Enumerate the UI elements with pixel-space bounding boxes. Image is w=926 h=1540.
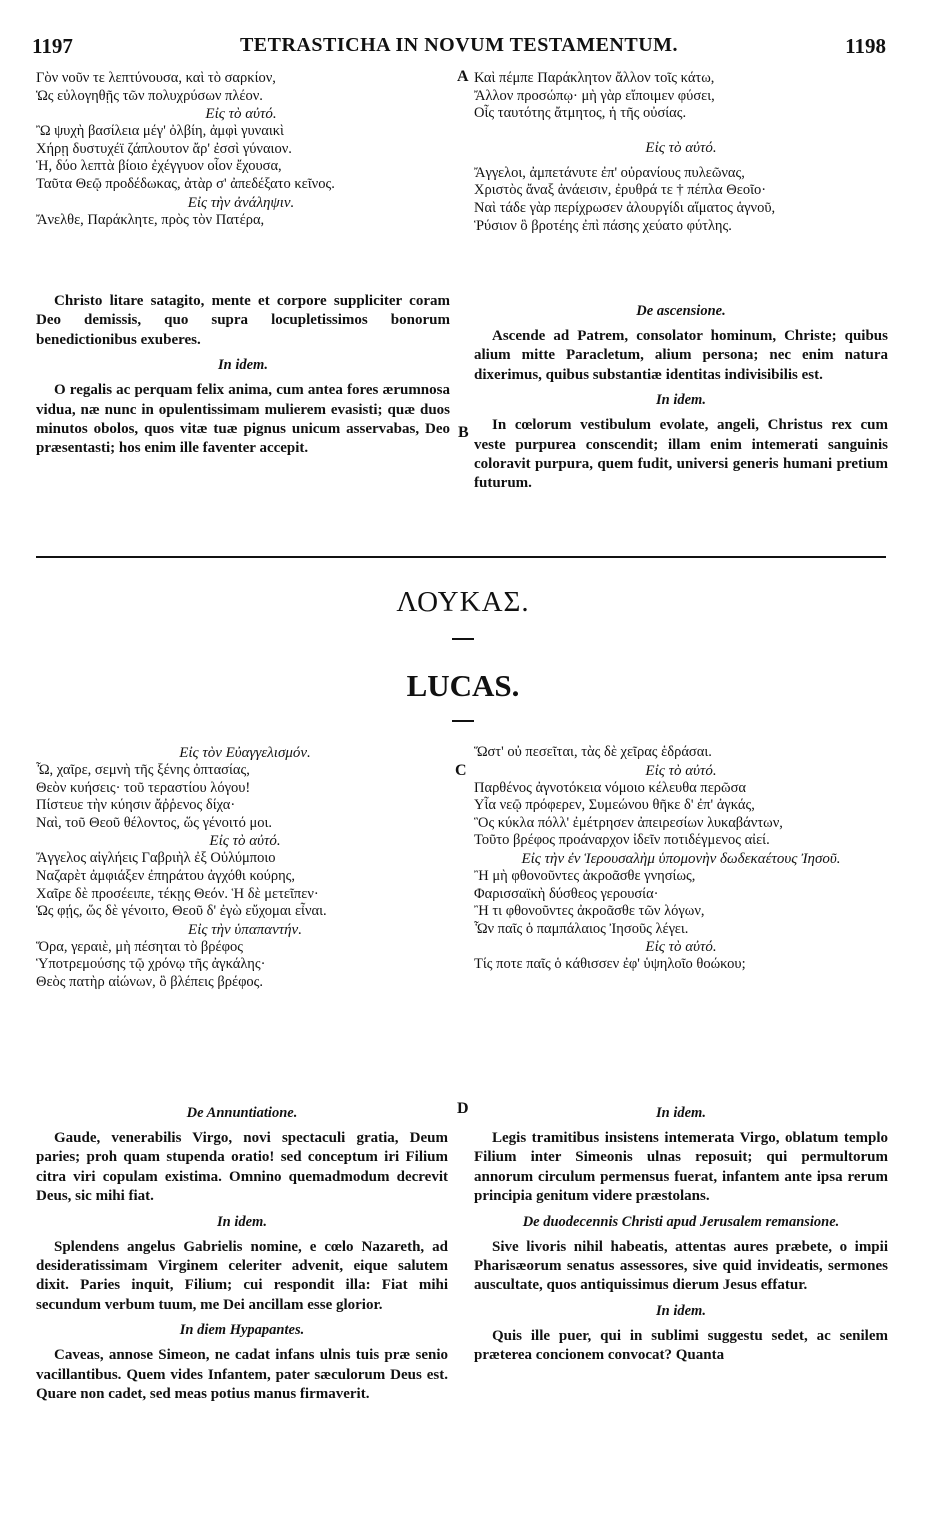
margin-marker-b: B bbox=[458, 424, 469, 441]
greek-heading: Εἰς τὸν Εὐαγγελισμόν. bbox=[179, 745, 311, 761]
latin-paragraph: Caveas, annose Simeon, ne cadat infans ulnis tuis præ senio vacillantibus. Quem vides Infantem, pater sæculorum Deus est. Quare non cadet, sed meas potius manus firmaverit. bbox=[36, 1347, 448, 1403]
greek-verse-line: Ὥστ' οὐ πεσεῖται, τὰς δὲ χεῖρας ἑδράσαι. bbox=[474, 744, 712, 760]
latin-heading: In idem. bbox=[656, 1105, 706, 1121]
greek-verse-line: Ταῦτα Θεῷ προδέδωκας, ἀτὰρ σ' ἀπεδέξατο κεῖνος. bbox=[36, 175, 335, 192]
greek-verse-line: Γὸν νοῦν τε λεπτύνουσα, καὶ τὸ σαρκίον, bbox=[36, 70, 276, 86]
title-dash-2 bbox=[452, 720, 474, 722]
greek-verse-line: Χαῖρε δὲ προσέειπε, τέκῃς Θεόν. Ἡ δὲ μετεῖπεν· bbox=[36, 885, 319, 902]
latin-paragraph: Sive livoris nihil habeatis, attentas aures præbete, o impii Pharisæorum senatus assessores, sive quid invideatis, sermones auscultate, quos antiquissimus dierum Jesus effatur. bbox=[474, 1238, 888, 1294]
greek-verse-line: Ἄγγελος αἰγλήεις Γαβριὴλ ἐξ Οὐλύμποιο bbox=[36, 850, 276, 867]
greek-verse-line: Ἄνελθε, Παράκλητε, πρὸς τὸν Πατέρα, bbox=[36, 211, 265, 228]
latin-paragraph: Ascende ad Patrem, consolator hominum, Christe; quibus alium mitte Paracletum, alium persona; nec enim natura dixerimus, quibus substantiæ identitas indivisibilis est. bbox=[474, 328, 888, 383]
latin-heading: In diem Hypapantes. bbox=[179, 1322, 305, 1339]
latin-paragraph: Splendens angelus Gabrielis nomine, e cœlo Nazareth, ad desideratissimam Virginem celeriter advenit, eique salutem dixit. Paries inquit, Filium; cui respondit illa: Fiat mihi secundum verbum tuum, me Dei ancillam esse glorior. bbox=[36, 1238, 448, 1313]
greek-verse-line: Ἡ, δύο λεπτὰ βίοιο ἐχέγγυον οἷον ἔχουσα, bbox=[36, 158, 282, 175]
greek-verse-line: Ὅρα, γεραιὲ, μὴ πέσηται τὸ βρέφος bbox=[36, 938, 243, 955]
greek-verse-line: Ὡς εὐλογηθῇς τῶν πολυχρύσων πλέον. bbox=[36, 87, 263, 104]
latin-paragraph: Quis ille puer, qui in sublimi suggestu sedet, ac senilem præterea concionem convocat? Quanta bbox=[474, 1327, 888, 1364]
greek-heading: Εἰς τὸ αὐτό. bbox=[209, 833, 281, 850]
greek-verse-line: Πίστευε τὴν κύησιν ἄῤῥενος δίχα· bbox=[36, 797, 236, 814]
section-divider-rule bbox=[36, 556, 886, 558]
greek-heading: Εἰς τὴν ἀνάληψιν. bbox=[187, 194, 295, 211]
greek-verse-line: Ῥύσιον ὃ βροτέης ἐπὶ πάσης χεύατο φύτλης. bbox=[474, 217, 732, 234]
greek-verse-line: Ναὶ, τοῦ Θεοῦ θέλοντος, ὥς γένοιτό μοι. bbox=[36, 814, 273, 831]
greek-section-title: ΛΟΥΚΑΣ. bbox=[396, 586, 530, 618]
latin-heading: In idem. bbox=[217, 1213, 267, 1230]
latin-heading: De Annuntiatione. bbox=[186, 1105, 298, 1121]
greek-verse-line: Θεὸς πατὴρ αἰώνων, ὃ βλέπεις βρέφος. bbox=[36, 973, 264, 990]
greek-verse-line: Τοῦτο βρέφος προάναρχον ἰδεῖν ποτιδέγμενος αἰεί. bbox=[474, 832, 770, 849]
latin-paragraph: O regalis ac perquam felix anima, cum antea fores ærumnosa vidua, næ nunc in opulentissimam mulierem evasisti; quæ duos minutos obolos, quos vitæ tuæ pignus unicum asservabas, Deo præsentasti; hos enim ille faventer accepit. bbox=[36, 382, 450, 457]
top-right-latin-translation bbox=[474, 296, 888, 498]
greek-heading: Εἰς τὸ αὐτό. bbox=[645, 762, 717, 779]
left-page-number: 1197 bbox=[32, 34, 73, 58]
greek-verse-line: Ὡς φῄς, ὥς δὲ γένοιτο, Θεοῦ δ' ἐγὼ εὔχομαι εἶναι. bbox=[36, 903, 327, 920]
greek-verse-line: Ναζαρὲτ ἀμφιάξεν ἐπηράτου ἀγχόθι κούρης, bbox=[36, 867, 296, 884]
latin-paragraph: In cœlorum vestibulum evolate, angeli, Christus rex cum veste purpurea conscendit; illam enim intemerati sanguinis coloravit purpura, quem fudit, universi generis humani pretium futurum. bbox=[474, 417, 888, 492]
greek-verse-line: Ὢ ψυχὴ βασίλεια μέγ' ὀλβίη, ἀμφὶ γυναικὶ bbox=[36, 123, 284, 140]
greek-verse-line: Θεὸν κυήσεις· τοῦ τεραστίου λόγου! bbox=[36, 779, 251, 796]
greek-verse-line: Ἢ μὴ φθονοῦντες ἀκροᾶσθε γνησίως, bbox=[474, 867, 696, 884]
top-right-greek-verses bbox=[474, 70, 888, 235]
top-left-latin-translation bbox=[36, 292, 450, 463]
greek-verse-line: Χήρῃ δυστυχέϊ ζάπλουτον ἄρ' ἐσσὶ γύναιον. bbox=[36, 140, 292, 157]
greek-verse-line: Παρθένος ἀγνοτόκεια νόμοιο κέλευθα περῶσα bbox=[474, 779, 746, 796]
latin-paragraph: Gaude, venerabilis Virgo, novi spectaculi gratia, Deum paries; proh quam stupenda oratio! sed conceptum iri Filium citra viri copulam existima. Omnino quemadmodum decrevit Deus, sic mihi fiat. bbox=[36, 1130, 448, 1205]
greek-heading: Εἰς τὸ αὐτό. bbox=[645, 139, 717, 156]
greek-verse-line: Ὧν παῖς ὁ παμπάλαιος Ἰησοῦς λέγει. bbox=[474, 920, 689, 937]
running-header bbox=[32, 34, 886, 64]
top-left-greek-verses bbox=[36, 70, 446, 229]
bottom-left-latin-translation bbox=[36, 1098, 448, 1408]
latin-heading: De ascensione. bbox=[636, 303, 726, 319]
right-page-number: 1198 bbox=[845, 34, 886, 58]
greek-heading: Εἰς τὸ αὐτό. bbox=[645, 939, 717, 956]
greek-verse-line: Φαρισσαϊκὴ δύσθεος γερουσία· bbox=[474, 885, 659, 902]
latin-heading: In idem. bbox=[218, 357, 268, 374]
greek-verse-line: Καὶ πέμπε Παράκλητον ἄλλον τοῖς κάτω, bbox=[474, 70, 715, 86]
latin-paragraph: Legis tramitibus insistens intemerata Virgo, oblatum templo Filium inter Simeonis ulnas reposuit; qui permultorum annorum circulum permensus fuerat, infantem ante ipsa rerum principia genitum videre præstolans. bbox=[474, 1130, 888, 1205]
margin-marker-d: D bbox=[457, 1100, 469, 1117]
latin-section-title: LUCAS. bbox=[406, 668, 520, 703]
greek-verse-line: Ἄλλον προσώπῳ· μὴ γὰρ εἴποιμεν φύσει, bbox=[474, 87, 715, 104]
greek-heading: Εἰς τὴν ὑπαπαντήν. bbox=[188, 921, 302, 938]
greek-verse-line: Ὃς κύκλα πόλλ' ἐμέτρησεν ἀπειρεσίων λυκαβάντων, bbox=[474, 814, 783, 831]
greek-verse-line: Ὑποτρεμούσης τῷ χρόνῳ τῆς ἀγκάλης· bbox=[36, 956, 266, 973]
greek-verse-line: Υἷα νεῷ πρόφερεν, Συμεώνου θῆκε δ' ἐπ' ἀγκάς, bbox=[474, 797, 755, 814]
greek-verse-line: Ἄγγελοι, ἀμπετάνυτε ἐπ' οὐρανίους πυλεῶνας, bbox=[474, 164, 745, 181]
margin-marker-c: C bbox=[455, 762, 467, 779]
greek-heading: Εἰς τὸ αὐτό. bbox=[205, 106, 277, 123]
latin-heading: De duodecennis Christi apud Jerusalem remansione. bbox=[522, 1213, 840, 1230]
bottom-left-greek-verses bbox=[36, 744, 454, 992]
latin-heading: In idem. bbox=[656, 1302, 706, 1319]
greek-verse-line: Τίς ποτε παῖς ὁ κάθισσεν ἐφ' ὑψηλοῖο θοώκου; bbox=[474, 956, 746, 973]
greek-verse-line: Χριστὸς ἄναξ ἀνάεισιν, ἐρυθρά τε † πέπλα Θεοῖο· bbox=[474, 182, 767, 199]
bottom-right-greek-verses bbox=[474, 744, 888, 974]
greek-verse-line: Ὦ, χαῖρε, σεμνὴ τῆς ξένης ὀπτασίας, bbox=[36, 762, 250, 778]
greek-verse-line: Ναὶ τάδε γὰρ περίχρωσεν ἀλουργίδι αἵματος ἁγνοῦ, bbox=[474, 199, 776, 216]
margin-marker-a: A bbox=[457, 68, 469, 85]
latin-paragraph: Christo litare satagito, mente et corpore suppliciter coram Deo demissis, quo supra locupletissimos bonorum benedictionibus exuberes. bbox=[36, 293, 450, 348]
greek-heading: Εἰς τὴν ἐν Ἱερουσαλὴμ ὑπομονὴν δωδεκαέτους Ἰησοῦ. bbox=[521, 850, 841, 867]
running-title: TETRASTICHA IN NOVUM TESTAMENTUM. bbox=[239, 34, 679, 56]
bottom-right-latin-translation bbox=[474, 1098, 888, 1370]
greek-verse-line: Ἢ τι φθονοῦντες ἀκροᾶσθε τῶν λόγων, bbox=[474, 903, 705, 920]
title-dash-1 bbox=[452, 638, 474, 640]
latin-heading: In idem. bbox=[656, 392, 706, 409]
greek-verse-line: Οἷς ταυτότης ἄτμητος, ἡ τῆς οὐσίας. bbox=[474, 105, 687, 122]
